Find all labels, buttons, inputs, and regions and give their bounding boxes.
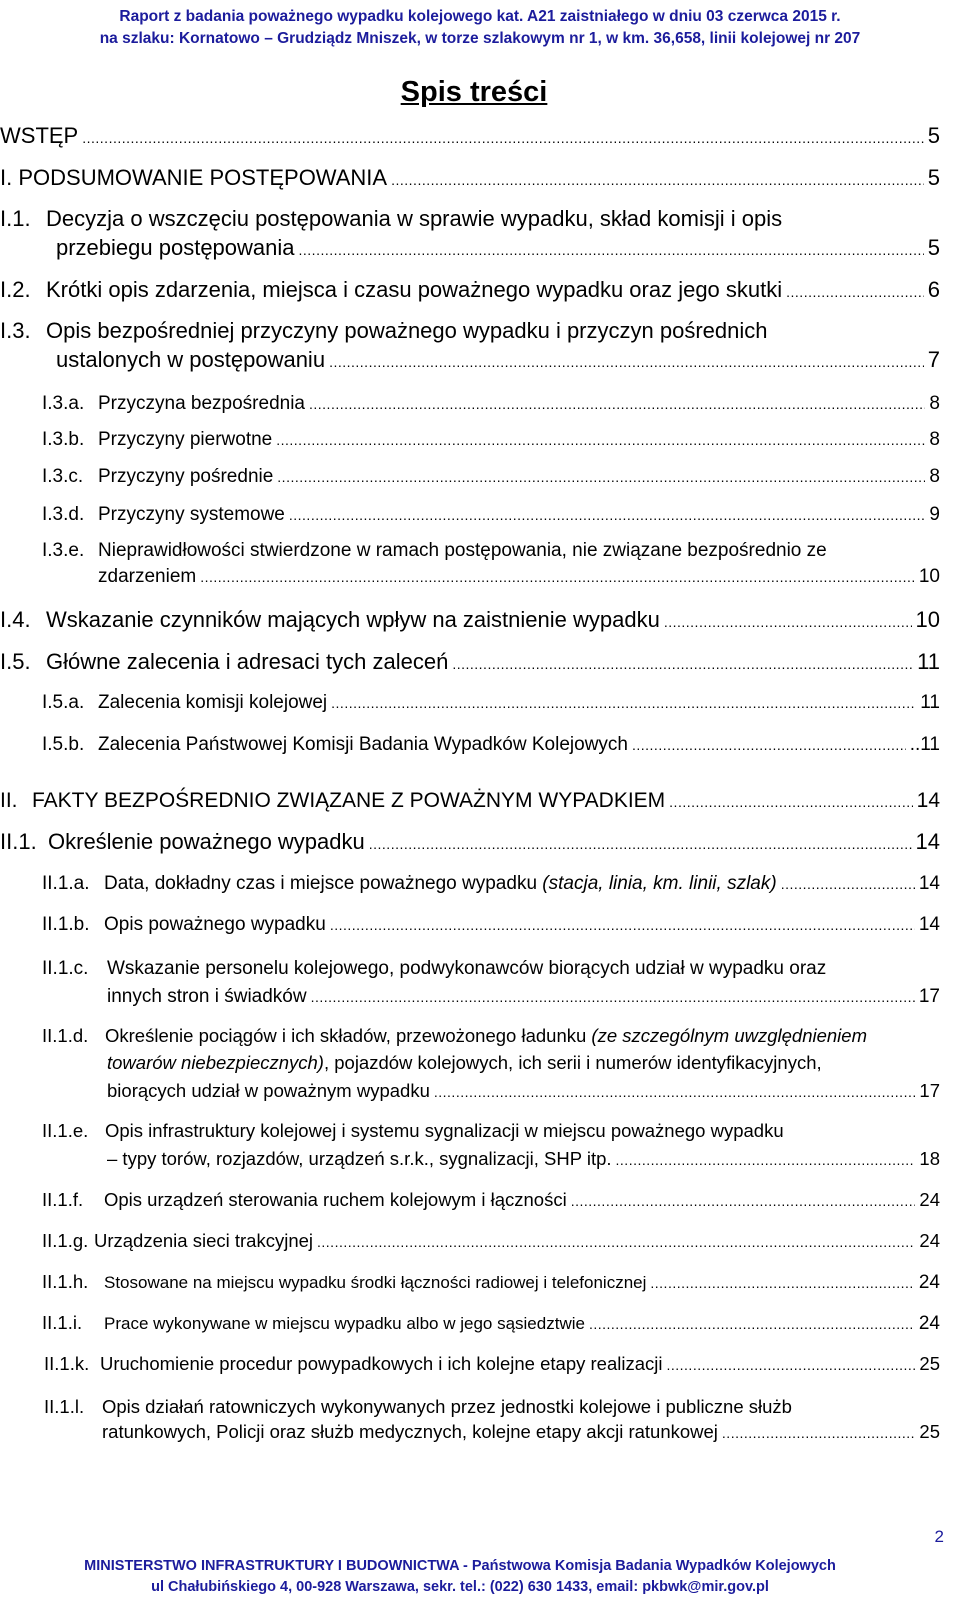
toc-page: 8: [929, 466, 940, 487]
toc-text: Określenie pociągów i ich składów, przewożonego ładunku: [105, 1025, 587, 1046]
toc-entry-I2[interactable]: [0, 278, 940, 304]
toc-page: 17: [918, 986, 940, 1007]
toc-text-cont: ratunkowych, Policji oraz służb medycznych, kolejne etapy akcji ratunkowej: [102, 1421, 718, 1442]
toc-page: 14: [915, 829, 940, 854]
toc-text: Opis poważnego wypadku: [104, 914, 326, 935]
toc-num: I.: [0, 165, 13, 190]
header-line-1: Raport z badania poważnego wypadku kolejowego kat. A21 zaistniałego w dniu 03 czerwca 2015 r.: [119, 8, 841, 25]
toc-text-cont: ustalonych w postępowaniu: [56, 347, 326, 372]
toc-entry-II1l[interactable]: [44, 1395, 792, 1419]
toc-entry-II1d-cont[interactable]: [107, 1051, 822, 1075]
toc-text: Przyczyny pierwotne: [98, 429, 273, 450]
toc-text-cont: – typy torów, rozjazdów, urządzeń s.r.k., sygnalizacji, SHP itp.: [107, 1148, 612, 1169]
toc-entry-II[interactable]: [0, 789, 940, 814]
toc-text: Opis bezpośredniej przyczyny poważnego wypadku i przyczyn pośrednich: [46, 318, 768, 343]
toc-entry-II1i[interactable]: [42, 1311, 940, 1336]
toc-num: I.5.: [0, 649, 31, 674]
dot-leader: [669, 790, 912, 814]
toc-entry-I4[interactable]: [0, 608, 940, 634]
dot-leader: [299, 238, 924, 262]
toc-num: I.3.d.: [42, 504, 85, 525]
toc-entry-I[interactable]: [0, 166, 940, 192]
dot-leader: [289, 503, 926, 527]
toc-page: 5: [927, 165, 940, 190]
toc-text-cont-rest: , pojazdów kolejowych, ich serii i numerów identyfikacyjnych,: [323, 1052, 822, 1073]
toc-num: II.1.h.: [42, 1271, 89, 1292]
toc-page: 9: [929, 504, 940, 525]
footer-line-2: ul Chałubińskiego 4, 00-928 Warszawa, sekr. tel.: (022) 630 1433, email: pkbwk@mir.gov.pl: [151, 1579, 769, 1595]
toc-entry-I3c[interactable]: [42, 465, 940, 489]
dot-leader: [276, 428, 925, 452]
toc-entry-II1k[interactable]: [44, 1352, 940, 1377]
toc-text-cont-italic: towarów niebezpiecznych): [107, 1052, 324, 1073]
toc-entry-II1[interactable]: [0, 830, 940, 856]
toc-entry-I1[interactable]: [0, 207, 782, 231]
toc-num: II.1.b.: [42, 914, 90, 935]
toc-text: Urządzenia sieci trakcyjnej: [94, 1230, 314, 1251]
dot-leader: [452, 652, 913, 676]
toc-num: I.3.: [0, 318, 31, 343]
toc-entry-II1b[interactable]: [42, 913, 940, 937]
dot-leader: [277, 465, 925, 489]
toc-label: WSTĘP: [0, 123, 79, 148]
toc-entry-I5a[interactable]: [42, 691, 940, 715]
toc-entry-I3[interactable]: [0, 319, 767, 343]
dot-leader: [786, 280, 924, 304]
toc-page: 25: [919, 1353, 940, 1374]
dot-leader: [309, 392, 925, 416]
toc-num: II.: [0, 789, 18, 812]
toc-num: II.1.l.: [44, 1396, 85, 1417]
toc-entry-I3-cont[interactable]: [56, 348, 940, 374]
toc-page: 17: [919, 1080, 940, 1101]
toc-text: Zalecenia Państwowej Komisji Badania Wypadków Kolejowych: [98, 734, 628, 755]
toc-entry-I5[interactable]: [0, 650, 940, 676]
toc-text: Data, dokładny czas i miejsce poważnego wypadku: [104, 873, 538, 894]
toc-text-italic: (stacja, linia, km. linii, szlak): [542, 873, 777, 894]
toc-page: 6: [927, 277, 940, 302]
toc-page: 5: [927, 123, 940, 148]
toc-page: 14: [918, 873, 940, 894]
dot-leader: [330, 913, 915, 937]
toc-text: Nieprawidłowości stwierdzone w ramach postępowania, nie związane bezpośrednio ze: [98, 540, 827, 561]
toc-text: Uruchomienie procedur powypadkowych i ich kolejne etapy realizacji: [100, 1353, 663, 1374]
toc-page: 11: [920, 692, 940, 713]
toc-num: II.1.c.: [42, 958, 89, 979]
toc-page: 8: [929, 429, 940, 450]
dot-leader: [331, 691, 916, 715]
toc-num: I.5.a.: [42, 692, 85, 713]
toc-text: Decyzja o wszczęciu postępowania w sprawie wypadku, skład komisji i opis: [46, 206, 783, 231]
dot-leader: [369, 832, 912, 856]
dot-leader: [666, 1353, 915, 1377]
toc-text: Opis infrastruktury kolejowej i systemu sygnalizacji w miejscu poważnego wypadku: [105, 1120, 784, 1141]
toc-entry-II1a[interactable]: [42, 872, 940, 896]
footer-line-1: MINISTERSTWO INFRASTRUKTURY I BUDOWNICTWA - Państwowa Komisja Badania Wypadków Kolejowych: [84, 1558, 836, 1574]
toc-text: Określenie poważnego wypadku: [48, 829, 365, 854]
toc-page: 8: [929, 393, 940, 414]
toc-text: FAKTY BEZPOŚREDNIO ZWIĄZANE Z POWAŻNYM WYPADKIEM: [32, 789, 666, 812]
toc-entry-I3e-cont[interactable]: [98, 565, 940, 589]
toc-num: I.4.: [0, 607, 31, 632]
toc-entry-II1h[interactable]: [42, 1270, 940, 1295]
toc-num: I.3.e.: [42, 540, 85, 561]
toc-entry-II1c-cont[interactable]: [107, 985, 940, 1009]
toc-num: II.1.f.: [42, 1189, 84, 1210]
toc-entry-wstep[interactable]: [0, 124, 940, 150]
dot-leader: [391, 168, 924, 192]
toc-page: 24: [919, 1189, 940, 1210]
toc-text: Prace wykonywane w miejscu wypadku albo w jego sąsiedztwie: [104, 1314, 585, 1333]
page-title: Spis treści: [400, 76, 548, 108]
toc-page: 24: [918, 1272, 940, 1293]
toc-text: Przyczyny systemowe: [98, 504, 285, 525]
toc-text: Przyczyna bezpośrednia: [98, 393, 305, 414]
toc-num: I.2.: [0, 277, 31, 302]
dot-leader: [200, 565, 915, 589]
toc-entry-II1f[interactable]: [42, 1188, 940, 1213]
toc-page: 5: [927, 235, 940, 260]
toc-num: I.5.b.: [42, 734, 85, 755]
toc-entry-I3d[interactable]: [42, 503, 940, 527]
dot-leader: [781, 872, 915, 896]
dot-leader: [82, 126, 924, 150]
toc-num: II.1.e.: [42, 1120, 89, 1141]
dot-leader: [317, 1230, 915, 1254]
toc-text: Opis działań ratowniczych wykonywanych przez jednostki kolejowe i publiczne służb: [102, 1396, 792, 1417]
toc-entry-I3a[interactable]: [42, 392, 940, 416]
toc-text-cont: zdarzeniem: [98, 566, 197, 587]
dot-leader: [616, 1148, 916, 1172]
toc-text: Opis urządzeń sterowania ruchem kolejowym i łączności: [104, 1189, 567, 1210]
toc-num: II.1.k.: [44, 1353, 90, 1374]
toc-text: Zalecenia komisji kolejowej: [98, 692, 328, 713]
toc-page: 24: [919, 1230, 940, 1251]
toc-text: Wskazanie czynników mających wpływ na zaistnienie wypadku: [46, 607, 660, 632]
toc-text: Główne zalecenia i adresaci tych zaleceń: [46, 649, 449, 674]
toc-page: 18: [919, 1148, 940, 1169]
toc-text: Wskazanie personelu kolejowego, podwykonawców biorących udział w wypadku oraz: [107, 958, 827, 979]
toc-text-cont2: biorących udział w poważnym wypadku: [107, 1080, 430, 1101]
toc-num: I.3.c.: [42, 466, 84, 487]
dot-leader: [571, 1189, 916, 1213]
toc-entry-II1e[interactable]: [42, 1119, 784, 1143]
toc-page: ..11: [909, 734, 940, 755]
toc-page: 25: [919, 1421, 940, 1442]
toc-page: 24: [918, 1313, 940, 1334]
toc-entry-II1g[interactable]: [42, 1229, 940, 1254]
toc-num: II.1.: [0, 829, 37, 854]
toc-entry-I5b[interactable]: [42, 733, 940, 757]
dot-leader: [664, 610, 912, 634]
dot-leader: [632, 733, 906, 757]
toc-num: I.1.: [0, 206, 31, 231]
dot-leader: [434, 1080, 916, 1104]
toc-num: II.1.a.: [42, 873, 90, 894]
dot-leader: [589, 1312, 915, 1336]
toc-text: Stosowane na miejscu wypadku środki łączności radiowej i telefonicznej: [104, 1273, 647, 1292]
toc-entry-II1d[interactable]: [42, 1024, 867, 1048]
toc-entry-I3b[interactable]: [42, 428, 940, 452]
document-footer: [0, 1556, 920, 1598]
toc-page: 7: [927, 347, 940, 372]
toc-text-italic: (ze szczególnym uwzględnieniem: [591, 1025, 867, 1046]
dot-leader: [722, 1421, 916, 1445]
toc-page: 14: [916, 789, 940, 812]
toc-num: II.1.d.: [42, 1025, 89, 1046]
page-number: 2: [934, 1527, 944, 1546]
toc-text: PODSUMOWANIE POSTĘPOWANIA: [18, 165, 388, 190]
toc-page: 11: [917, 649, 940, 674]
toc-num: II.1.i.: [42, 1312, 83, 1333]
toc-text: Krótki opis zdarzenia, miejsca i czasu poważnego wypadku oraz jego skutki: [46, 277, 783, 302]
header-line-2: na szlaku: Kornatowo – Grudziądz Mniszek, w torze szlakowym nr 1, w km. 36,658, linii kolejowej nr 207: [99, 30, 861, 47]
dot-leader: [650, 1271, 914, 1295]
toc-num: I.3.b.: [42, 429, 85, 450]
toc-text: Przyczyny pośrednie: [98, 466, 274, 487]
toc-num: II.1.g.: [42, 1230, 89, 1251]
toc-page: 10: [918, 566, 940, 587]
toc-text-cont: innych stron i świadków: [107, 986, 307, 1007]
toc-page: 10: [915, 607, 940, 632]
toc-entry-II1l-cont[interactable]: [102, 1420, 940, 1445]
toc-entry-I1-cont[interactable]: [56, 236, 940, 262]
dot-leader: [311, 985, 915, 1009]
toc-entry-II1c[interactable]: [42, 957, 826, 981]
toc-entry-I3e[interactable]: [42, 539, 827, 563]
toc-entry-II1e-cont[interactable]: [107, 1147, 940, 1172]
toc-entry-II1d-cont2[interactable]: [107, 1079, 940, 1104]
toc-page: 14: [918, 914, 940, 935]
dot-leader: [329, 350, 924, 374]
toc-num: I.3.a.: [42, 393, 85, 414]
toc-text-cont: przebiegu postępowania: [56, 235, 295, 260]
